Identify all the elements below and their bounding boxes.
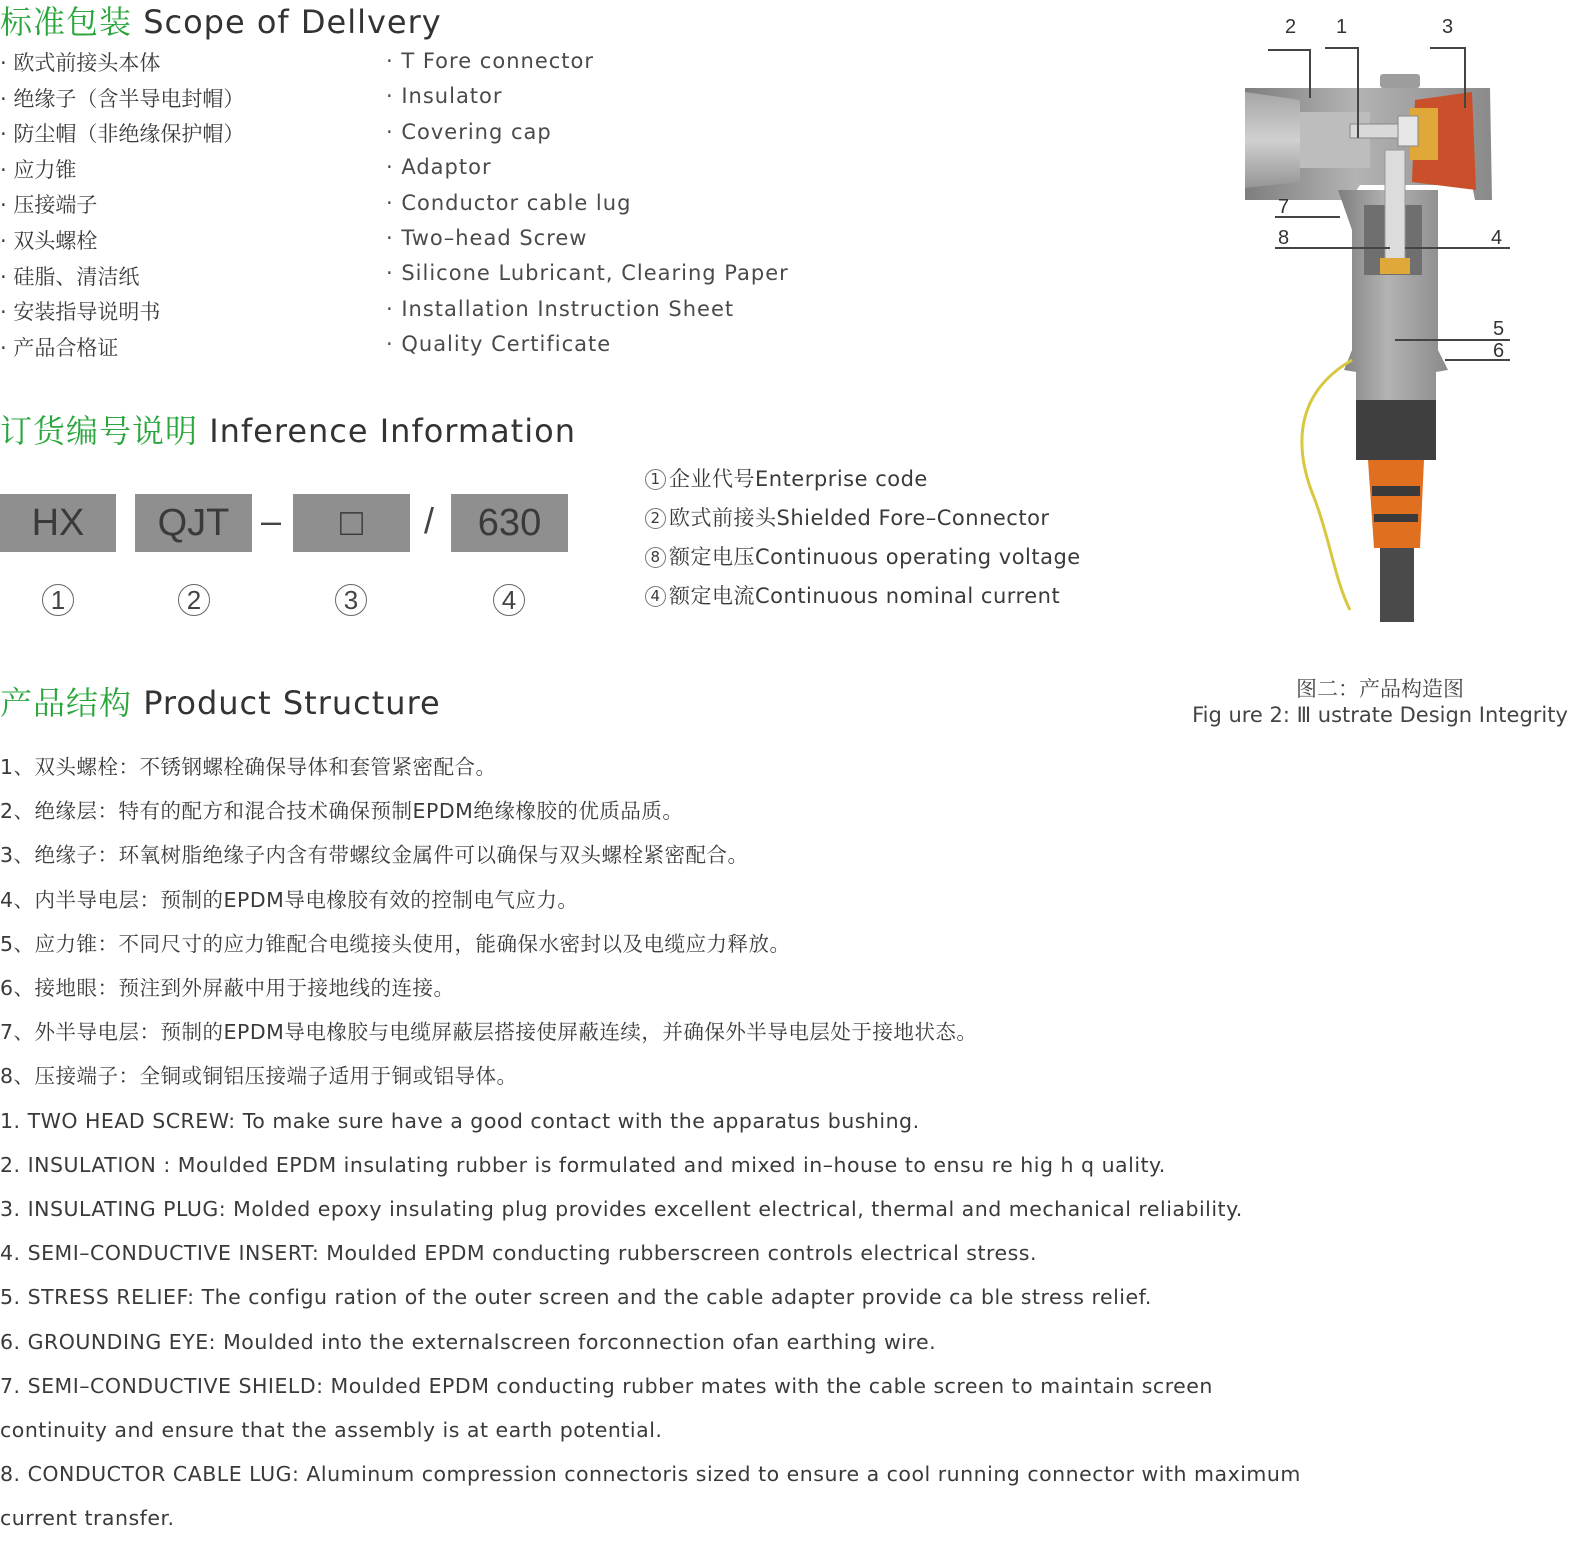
scope-item-en: · Installation Instruction Sheet (386, 296, 735, 321)
cable (1380, 548, 1414, 622)
legend-item (645, 538, 1081, 577)
scope-item-en: · Quality Certificate (386, 332, 612, 357)
code-index-2: 2 (178, 584, 210, 616)
legend-number: 4 (645, 586, 666, 607)
callout-8: 8 (1278, 227, 1290, 249)
scope-item-en: · Insulator (386, 84, 503, 109)
structure-line: 8、压接端子：全铜或铜铝压接端子适用于铜或铝导体。 (0, 1064, 518, 1089)
code-separator-slash: / (424, 500, 435, 541)
callout-3: 3 (1442, 16, 1454, 38)
legend-text: 额定电流Continuous nominal current (669, 584, 1061, 608)
structure-line: 6. GROUNDING EYE: Moulded into the externalscreen forconnection ofan earthing wire. (0, 1329, 937, 1354)
structure-line: 2. INSULATION : Moulded EPDM insulating rubber is formulated and mixed in–house to ensu re hig h q uality. (0, 1152, 1166, 1177)
scope-item-zh: · 双头螺栓 (0, 228, 98, 253)
structure-title-en: Product Structure (143, 684, 441, 722)
inference-title-en: Inference Information (209, 412, 576, 450)
scope-title-zh: 标准包装 (0, 3, 133, 41)
stress-cone (1356, 400, 1436, 460)
scope-title-en: Scope of Dellvery (143, 3, 442, 41)
code-index-4: 4 (493, 584, 525, 616)
callout-4: 4 (1491, 227, 1503, 249)
earth-wire (1302, 360, 1352, 610)
code-box-product: QJT (135, 494, 252, 552)
callout-7: 7 (1278, 196, 1290, 218)
structure-line: 5、应力锥：不同尺寸的应力锥配合电缆接头使用，能确保水密封以及电缆应力释放。 (0, 931, 791, 956)
connector-diagram (1240, 0, 1540, 640)
code-box-enterprise: HX (0, 494, 116, 552)
lug-barrel (1380, 258, 1410, 274)
scope-item-en: · Adaptor (386, 155, 492, 180)
scope-item-zh: · 防尘帽（非绝缘保护帽） (0, 122, 245, 147)
legend-number: 2 (645, 508, 666, 529)
code-box-voltage: □ (293, 494, 410, 552)
legend-text: 额定电压Continuous operating voltage (669, 545, 1081, 569)
structure-line: current transfer. (0, 1506, 175, 1531)
callout-6: 6 (1493, 340, 1505, 362)
code-index-1: 1 (42, 584, 74, 616)
callout-5: 5 (1493, 318, 1505, 340)
callout-1: 1 (1336, 16, 1348, 38)
cap-knob (1380, 74, 1420, 88)
screw-nut (1398, 116, 1418, 146)
figure-caption-en: Fig ure 2: Ⅲ ustrate Design Integrity (1192, 703, 1568, 727)
code-separator-dash: – (261, 500, 282, 541)
structure-line: 8. CONDUCTOR CABLE LUG: Aluminum compression connectoris sized to ensure a cool running connector with maximum (0, 1462, 1301, 1487)
cable-lug (1385, 150, 1405, 260)
structure-line: 7、外半导电层：预制的EPDM导电橡胶与电缆屏蔽层搭接使屏蔽连续，并确保外半导电层处于接地状态。 (0, 1020, 978, 1045)
structure-line: 7. SEMI–CONDUCTIVE SHIELD: Moulded EPDM conducting rubber mates with the cable screen to maintain screen (0, 1373, 1213, 1398)
code-index-3: 3 (335, 584, 367, 616)
structure-line: continuity and ensure that the assembly is at earth potential. (0, 1418, 663, 1443)
scope-item-en: · Covering cap (386, 119, 552, 144)
scope-list-en (386, 44, 789, 363)
inference-title-zh: 订货编号说明 (0, 412, 199, 450)
scope-item-en: · Silicone Lubricant, Clearing Paper (386, 261, 789, 286)
bushing-bore (1245, 92, 1300, 188)
structure-line: 3、绝缘子：环氧树脂绝缘子内含有带螺纹金属件可以确保与双头螺栓紧密配合。 (0, 843, 749, 868)
legend-text: 欧式前接头Shielded Fore–Connector (669, 506, 1050, 530)
scope-item-en: · Conductor cable lug (386, 190, 632, 215)
scope-item-zh: · 安装指导说明书 (0, 300, 161, 325)
structure-line: 4. SEMI–CONDUCTIVE INSERT: Moulded EPDM conducting rubberscreen controls electrical stress. (0, 1241, 1037, 1266)
bore-inner (1300, 112, 1370, 168)
structure-line: 5. STRESS RELIEF: The configu ration of the outer screen and the cable adapter provide ca ble stress relief. (0, 1285, 1152, 1310)
structure-line: 6、接地眼：预注到外屏蔽中用于接地线的连接。 (0, 976, 455, 1001)
scope-item-zh: · 压接端子 (0, 193, 98, 218)
structure-line: 2、绝缘层：特有的配方和混合技术确保预制EPDM绝缘橡胶的优质品质。 (0, 799, 684, 824)
figure-caption (1190, 676, 1570, 728)
scope-item-en: · T Fore connector (386, 49, 594, 73)
code-box-current: 630 (451, 494, 568, 552)
legend-number: 1 (645, 469, 666, 490)
scope-item-zh: · 绝缘子（含半导电封帽） (0, 86, 245, 111)
structure-title-zh: 产品结构 (0, 684, 133, 722)
scope-item-en: · Two–head Screw (386, 226, 588, 251)
structure-line: 1、双头螺栓：不锈钢螺栓确保导体和套管紧密配合。 (0, 755, 497, 779)
cable-insulation-orange (1368, 460, 1424, 548)
legend-item (645, 577, 1081, 616)
structure-heading (0, 678, 441, 724)
cable-band-2 (1374, 514, 1418, 522)
callout-2: 2 (1285, 16, 1297, 38)
figure-caption-zh: 图二：产品构造图 (1296, 677, 1464, 701)
scope-item-zh: · 应力锥 (0, 157, 77, 182)
scope-heading (0, 0, 442, 43)
inference-heading (0, 406, 576, 452)
legend-item (645, 499, 1081, 538)
legend-item (645, 460, 1081, 499)
scope-item-zh: · 欧式前接头本体 (0, 51, 161, 75)
structure-line: 1. TWO HEAD SCREW: To make sure have a good contact with the apparatus bushing. (0, 1108, 920, 1133)
structure-line: 4、内半导电层：预制的EPDM导电橡胶有效的控制电气应力。 (0, 887, 579, 912)
structure-description (0, 745, 1301, 1541)
scope-item-zh: · 硅脂、清洁纸 (0, 264, 140, 289)
legend-text: 企业代号Enterprise code (669, 467, 928, 491)
structure-line: 3. INSULATING PLUG: Molded epoxy insulating plug provides excellent electrical, thermal and mechanical reliability. (0, 1197, 1243, 1222)
legend-number: 8 (645, 547, 666, 568)
cable-band-1 (1372, 486, 1420, 496)
code-legend (645, 460, 1081, 616)
scope-list-zh (0, 46, 244, 366)
scope-item-zh: · 产品合格证 (0, 335, 119, 360)
